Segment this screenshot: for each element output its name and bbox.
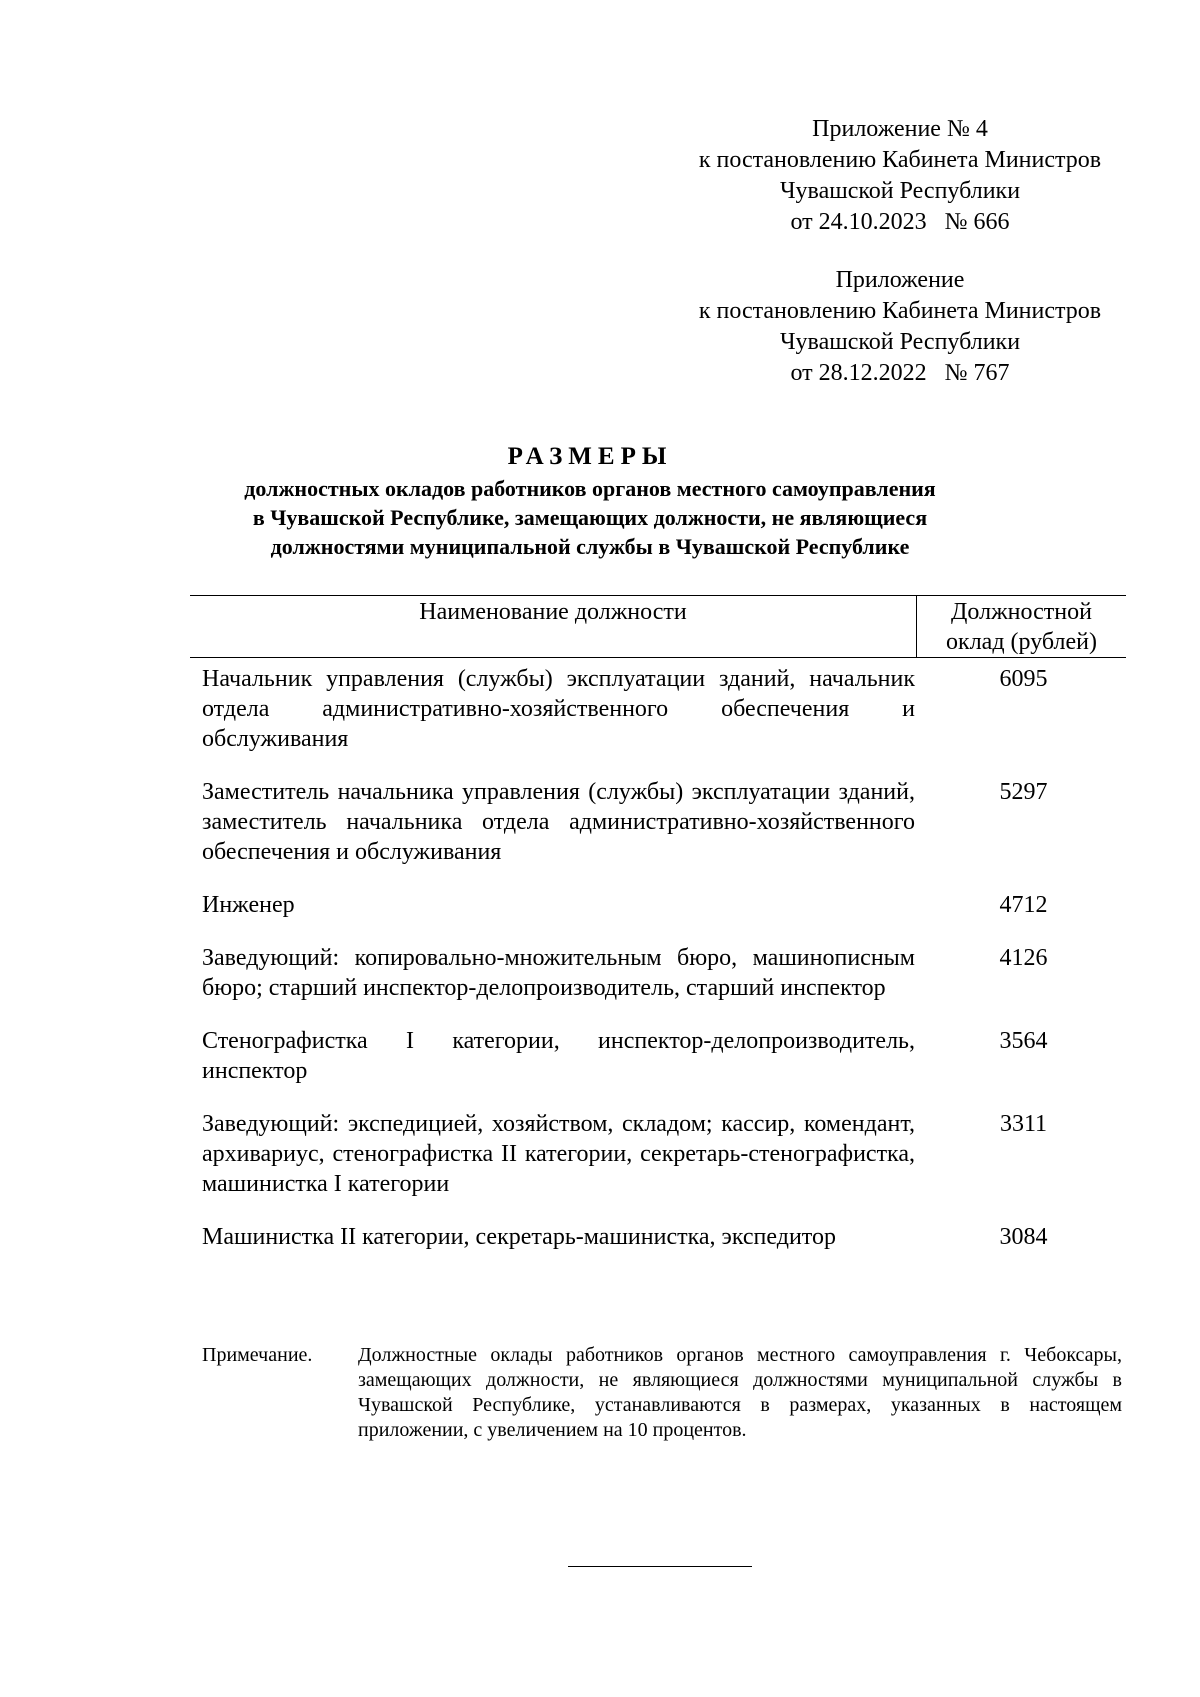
salary-value: 3084 [999, 1224, 1048, 1250]
header-position-name: Наименование должности [190, 596, 917, 657]
footnote [202, 1343, 1122, 1443]
approval-line: к постановлению Кабинета Министров [698, 298, 1102, 324]
salary-value: 4126 [999, 945, 1048, 971]
table-row [190, 1222, 1126, 1252]
approval-line: от 28.12.2022 № 767 [790, 360, 1010, 386]
approval-line: от 24.10.2023 № 666 [790, 209, 1010, 235]
position-name: Стенографистка I категории, инспектор-делопроизводитель, инспектор [202, 1028, 915, 1084]
end-divider [568, 1566, 752, 1567]
title-subtitle-line: в Чувашской Республике, замещающих должности, не являющиеся [252, 505, 928, 530]
document-title [190, 440, 990, 561]
salary-table [190, 595, 1126, 1275]
approval-block-current [670, 114, 1130, 238]
salary-value: 3564 [999, 1028, 1048, 1054]
title-subtitle-line: должностных окладов работников органов местного самоуправления [244, 476, 936, 501]
salary-value: 6095 [999, 666, 1048, 692]
table-row [190, 1109, 1126, 1199]
approval-line: Приложение [835, 267, 965, 293]
position-name: Заведующий: копировально-множительным бюро, машинописным бюро; старший инспектор-делопроизводитель, старший инспектор [202, 945, 915, 1001]
approval-line: Чувашской Республики [779, 178, 1021, 204]
approval-line: Приложение № 4 [812, 116, 988, 142]
table-row [190, 664, 1126, 754]
table-row [190, 777, 1126, 867]
table-row [190, 943, 1126, 1003]
position-name: Заведующий: экспедицией, хозяйством, складом; кассир, комендант, архивариус, стенографистка II категории, секретарь-стенографистка, машинистка I категории [202, 1111, 915, 1197]
salary-value: 5297 [999, 779, 1048, 805]
table-row [190, 890, 1126, 920]
approval-line: Чувашской Республики [779, 329, 1021, 355]
table-header [190, 595, 1126, 658]
position-name: Начальник управления (службы) эксплуатации зданий, начальник отдела административно-хозяйственного обеспечения и обслуживания [202, 666, 915, 752]
footnote-text: Должностные оклады работников органов местного самоуправления г. Чебоксары, замещающих должности, не являющиеся должностями муниципальной службы в Чувашской Республике, устанавливаются в размерах, указанных в настоящем приложении, с увеличением на 10 процентов. [358, 1344, 1122, 1441]
approval-line: к постановлению Кабинета Министров [698, 147, 1102, 173]
position-name: Заместитель начальника управления (службы) эксплуатации зданий, заместитель начальника отдела административно-хозяйственного обеспечения и обслуживания [202, 779, 915, 865]
approval-block-original [670, 265, 1130, 389]
header-salary [917, 596, 1126, 657]
footnote-label: Примечание. [202, 1344, 313, 1366]
table-row [190, 1026, 1126, 1086]
position-name: Машинистка II категории, секретарь-машинистка, экспедитор [202, 1224, 836, 1250]
title-main: РАЗМЕРЫ [507, 443, 673, 470]
salary-value: 3311 [999, 1111, 1048, 1137]
title-subtitle-line: должностями муниципальной службы в Чувашской Республике [270, 534, 910, 559]
position-name: Инженер [202, 892, 295, 918]
salary-value: 4712 [999, 892, 1048, 918]
header-salary-line: оклад (рублей) [946, 629, 1097, 655]
header-salary-line: Должностной [951, 599, 1092, 625]
